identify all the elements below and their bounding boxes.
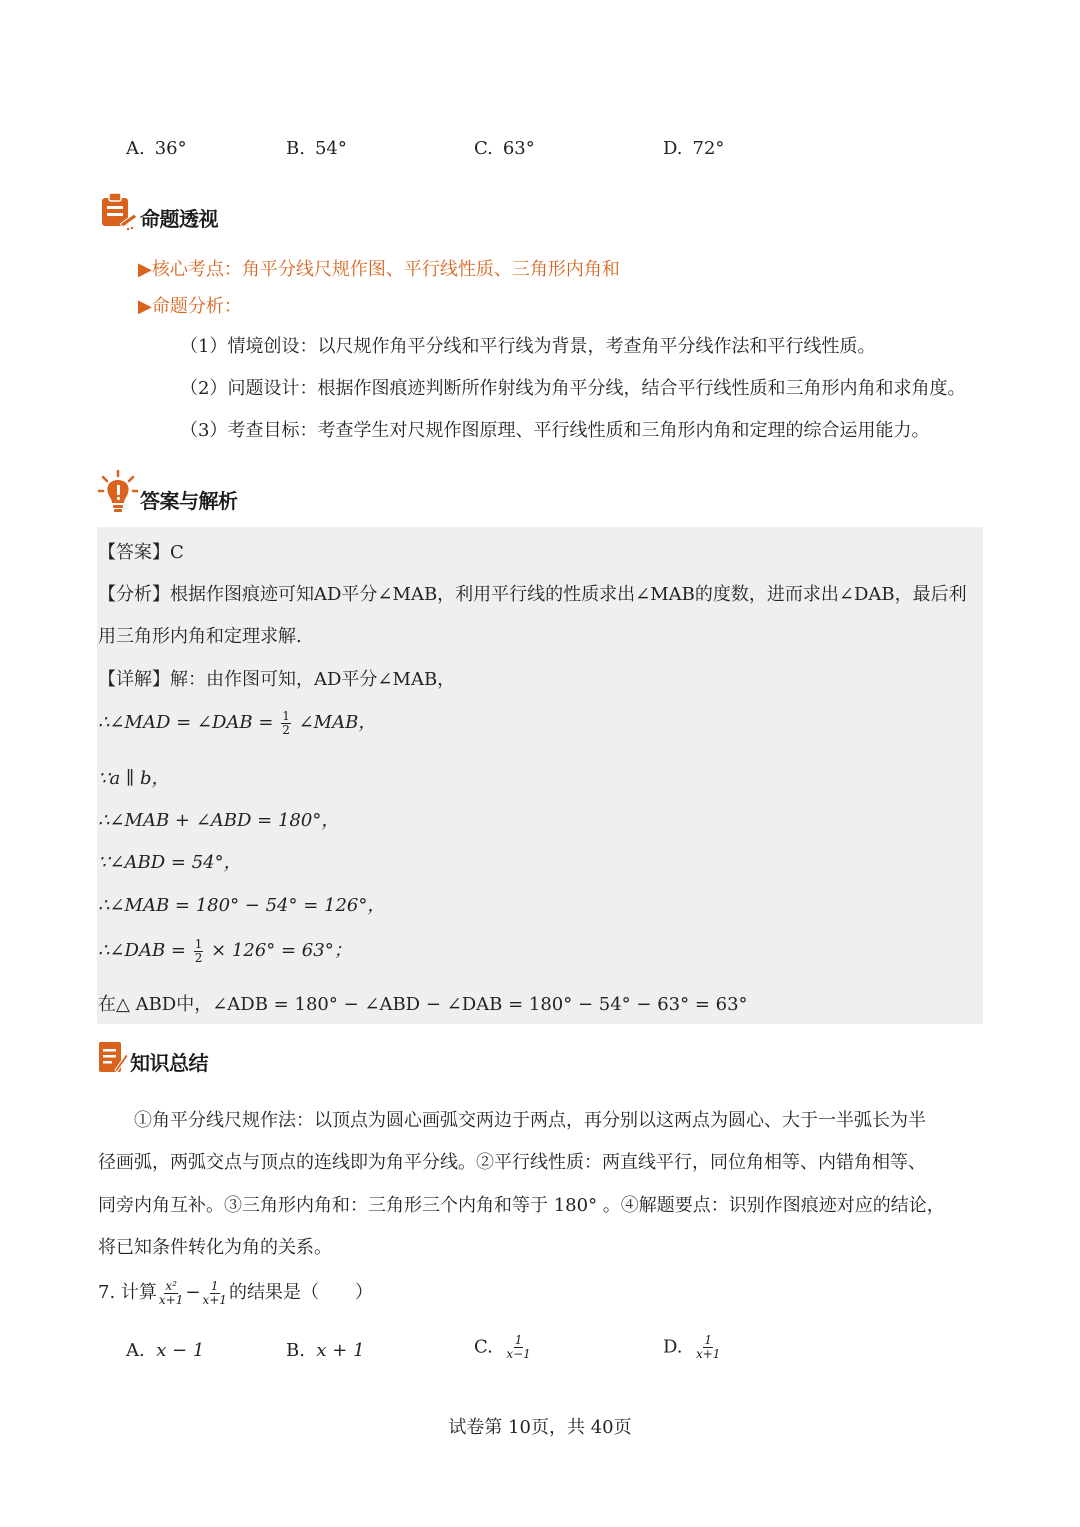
fraction-x2-over-x1: $\frac{\text{x²}}{x+1}$	[158, 1278, 184, 1307]
fraction-half-2: $\frac{1}{2}$	[194, 936, 203, 965]
option-d: D. 72°	[663, 138, 725, 159]
step-2: ∵a ∥ b，	[98, 768, 170, 789]
proposition-header	[98, 190, 218, 232]
step-3: ∴∠MAB + ∠ABD = 180°，	[98, 810, 340, 831]
analysis-line-1: 【分析】根据作图痕迹可知AD平分∠MAB，利用平行线的性质求出∠MAB的度数，进而求出∠DAB，最后利	[98, 584, 967, 605]
summary-header	[98, 1040, 208, 1076]
step-6: ∴∠DAB = $\frac{1}{2}$ × 126° = 63°；	[98, 936, 352, 965]
detail-line: 【详解】解：由作图可知，AD平分∠MAB，	[98, 669, 456, 690]
summary-line-4: 将已知条件转化为角的关系。	[98, 1237, 332, 1258]
q7-option-c: C. $\frac{1}{x-1}$	[474, 1333, 531, 1361]
clipboard-icon	[98, 190, 138, 232]
q7-option-b: B. x + 1	[286, 1340, 365, 1361]
answer-line: 【答案】C	[98, 542, 184, 563]
option-b: B. 54°	[286, 138, 347, 159]
option-c: C. 63°	[474, 138, 535, 159]
option-a: A. 36°	[126, 138, 187, 159]
fraction-1-over-x1: $\frac{1}{x+1}$	[202, 1278, 227, 1307]
fraction-d: $\frac{1}{x+1}$	[695, 1333, 721, 1361]
summary-line-3: 同旁内角互补。③三角形内角和：三角形三个内角和等于 180° 。④解题要点：识别作图痕迹对应的结论，	[98, 1195, 945, 1216]
question-7: 7. 计算 $\frac{\text{x²}}{x+1}$ − $\frac{1}{x+1}$ 的结果是（ ）	[98, 1278, 373, 1307]
step-1: ∴∠MAD = ∠DAB = $\frac{1}{2}$ ∠MAB，	[98, 708, 377, 737]
q7-option-d: D. $\frac{1}{x+1}$	[663, 1333, 721, 1361]
analysis-label: ▶命题分析：	[138, 296, 242, 317]
analysis-item-3: （3）考查目标：考查学生对尺规作图原理、平行线性质和三角形内角和定理的综合运用能力。	[180, 420, 930, 441]
proposition-title: 命题透视	[140, 207, 218, 231]
answer-title: 答案与解析	[140, 489, 238, 513]
analysis-line-2: 用三角形内角和定理求解.	[98, 626, 302, 647]
step-7: 在△ ABD中，∠ADB = 180° − ∠ABD − ∠DAB = 180° − 54° − 63° = 63°	[98, 994, 748, 1015]
fraction-half: $\frac{1}{2}$	[282, 708, 290, 737]
core-points: ▶核心考点：角平分线尺规作图、平行线性质、三角形内角和	[138, 259, 620, 280]
fraction-c: $\frac{1}{x-1}$	[506, 1333, 531, 1361]
page-footer: 试卷第 10页，共 40页	[448, 1417, 632, 1438]
summary-line-1: ①角平分线尺规作法：以顶点为圆心画弧交两边于两点，再分别以这两点为圆心、大于一半弧长为半	[134, 1110, 926, 1131]
step-4: ∵∠ABD = 54°，	[98, 852, 242, 873]
notebook-pen-icon	[98, 1040, 128, 1076]
q7-option-a: A. x − 1	[126, 1340, 205, 1361]
lightbulb-icon	[98, 470, 138, 514]
analysis-item-2: （2）问题设计：根据作图痕迹判断所作射线为角平分线，结合平行线性质和三角形内角和求角度。	[180, 378, 966, 399]
summary-line-2: 径画弧，两弧交点与顶点的连线即为角平分线。②平行线性质：两直线平行，同位角相等、内错角相等、	[98, 1152, 926, 1173]
summary-title: 知识总结	[130, 1051, 208, 1075]
analysis-item-1: （1）情境创设：以尺规作角平分线和平行线为背景，考查角平分线作法和平行线性质。	[180, 336, 876, 357]
step-5: ∴∠MAB = 180° − 54° = 126°，	[98, 895, 386, 916]
answer-header	[98, 470, 238, 514]
